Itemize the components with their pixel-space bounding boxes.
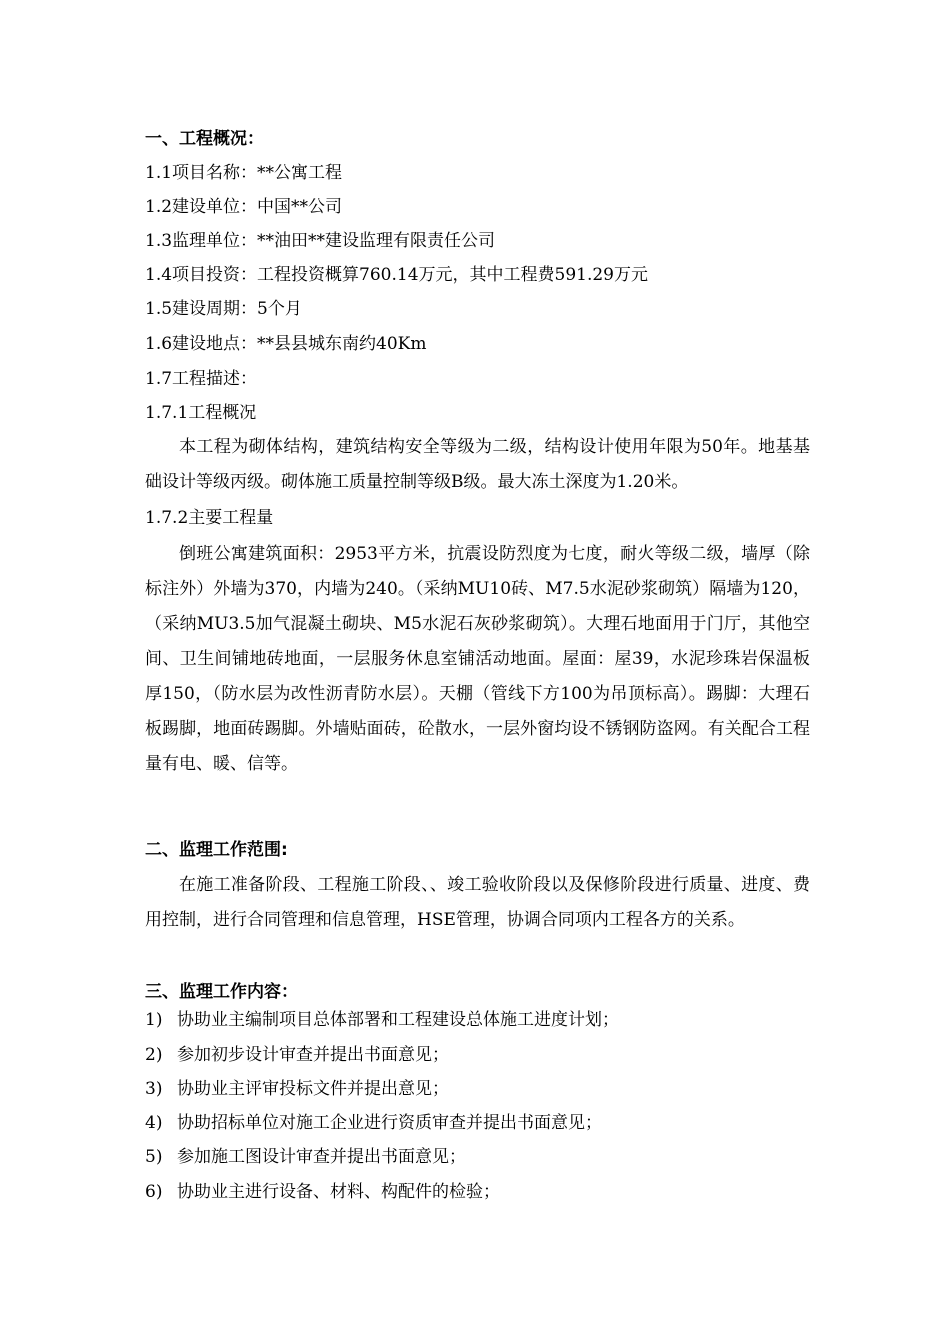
list-item-text: 协助业主进行设备、材料、构配件的检验； [177, 1182, 500, 1202]
list-item [145, 1077, 449, 1101]
list-item-number: 1) [145, 1010, 163, 1030]
owner-line: 1.2建设单位：中国**公司 [145, 197, 343, 217]
list-item [145, 1180, 500, 1204]
list-item [145, 1111, 602, 1135]
section-2-heading: 二、监理工作范围: [145, 840, 288, 860]
list-item-text: 协助业主编制项目总体部署和工程建设总体施工进度计划； [177, 1010, 619, 1030]
list-item [145, 1043, 449, 1067]
list-item-number: 3) [145, 1079, 163, 1099]
list-item-number: 2) [145, 1045, 163, 1065]
list-item-number: 6) [145, 1182, 163, 1202]
location-line: 1.6建设地点：**县县城东南约40Km [145, 334, 427, 354]
period-line: 1.5建设周期：5个月 [145, 299, 302, 319]
overview-subheading: 1.7.1工程概况 [145, 403, 257, 423]
scope-paragraph: 在施工准备阶段、工程施工阶段、、竣工验收阶段以及保修阶段进行质量、进度、费用控制，进行合同管理和信息管理，HSE管理，协调合同项内工程各方的关系。 [145, 875, 810, 930]
quantity-paragraph: 倒班公寓建筑面积：2953平方米，抗震设防烈度为七度，耐火等级二级，墙厚（除标注外）外墙为370，内墙为240。（采纳MU10砖、M7.5水泥砂浆砌筑）隔墙为120，（采纳MU3.5加气混凝土砌块、M5水泥石灰砂浆砌筑）。大理石地面用于门厅，其他空间、卫生间铺地砖地面，一层服务休息室铺活动地面。屋面：屋39，水泥珍珠岩保温板厚150，（防水层为改性沥青防水层）。天棚（管线下方100为吊顶标高）。踢脚：大理石板踢脚，地面砖踢脚。外墙贴面砖，砼散水，一层外窗均设不锈钢防盗网。有关配合工程量有电、暖、信等。 [145, 544, 810, 774]
project-name-line: 1.1项目名称：**公寓工程 [145, 163, 343, 183]
investment-line: 1.4项目投资：工程投资概算760.14万元，其中工程费591.29万元 [145, 265, 649, 285]
quantity-subheading: 1.7.2主要工程量 [145, 508, 274, 528]
list-item-text: 协助招标单位对施工企业进行资质审查并提出书面意见； [177, 1113, 602, 1133]
section-1-heading: 一、工程概况： [145, 129, 264, 149]
list-item-text: 参加施工图设计审查并提出书面意见； [177, 1147, 466, 1167]
list-item [145, 1145, 466, 1169]
list-item [145, 1008, 619, 1032]
overview-paragraph: 本工程为砌体结构，建筑结构安全等级为二级，结构设计使用年限为50年。地基基础设计等级丙级。砌体施工质量控制等级B级。最大冻土深度为1.20米。 [145, 437, 810, 492]
list-item-text: 协助业主评审投标文件并提出意见； [177, 1079, 449, 1099]
description-line: 1.7工程描述： [145, 369, 258, 389]
list-item-number: 4) [145, 1113, 163, 1133]
section-3-heading: 三、监理工作内容： [145, 982, 298, 1002]
list-item-number: 5) [145, 1147, 163, 1167]
list-item-text: 参加初步设计审查并提出书面意见； [177, 1045, 449, 1065]
supervisor-line: 1.3监理单位：**油田**建设监理有限责任公司 [145, 231, 496, 251]
